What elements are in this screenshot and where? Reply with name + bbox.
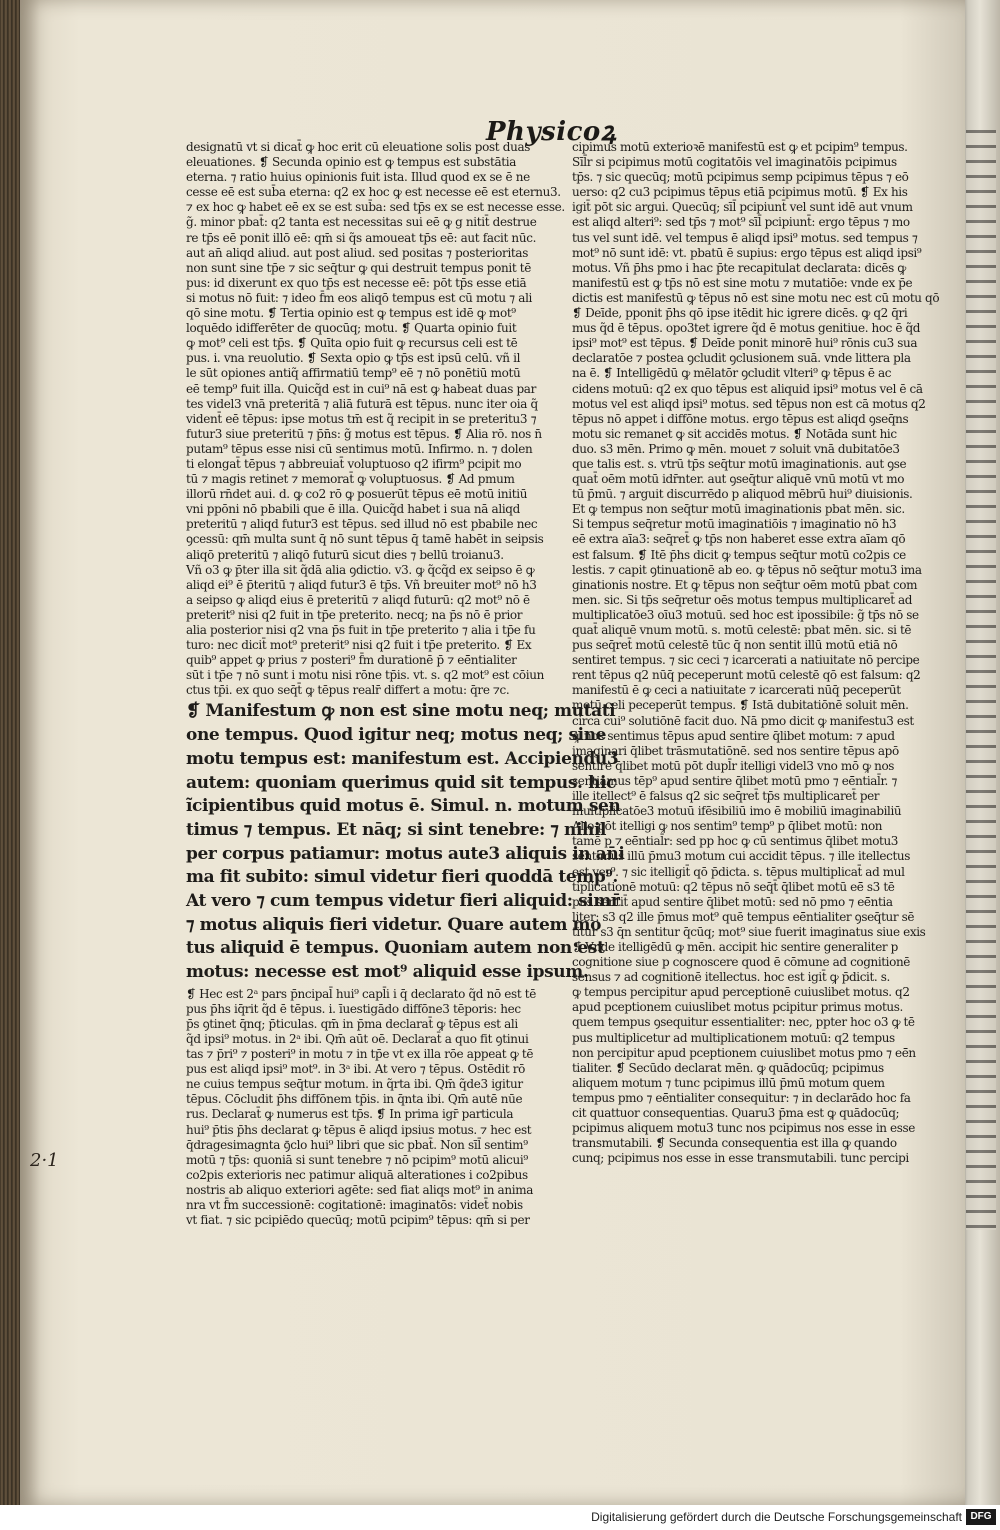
footer-credit: Digitalisierung gefördert durch die Deutsche Forschungsgemeinschaft (591, 1510, 962, 1524)
text-line: pus sentit̄ apud sentire q̄libet motū: sed nō pmo ⁊ eē̄ntia (572, 894, 893, 909)
text-line: alia posterior nisi q2 vna p̄s fuit in tp̄e preterito ⁊ alia i tp̄e fu (186, 623, 536, 637)
text-line: one tempus. Quod igitur neq; motus neq; sine (186, 725, 607, 746)
text-line: imaginari q̄libet trāsmutatiōnē. sed nos sentire tēpus apō (572, 743, 899, 758)
text-line: rent tēpus q2 nūq̄ peceperunt motū celestē qō est falsum: q2 (572, 668, 921, 683)
text-line: sentire q̄libet motū pōt dupl̄r itelligi videl3 vno mō ꝙ nos (572, 758, 895, 773)
text-line: liter: s3 q2 ille p̄mus mot⁹ quē tempus eē̄ntialiter ꝯseq̄tur sē (572, 909, 915, 924)
text-line: nostris ab aliquo exteriori agēte: sed fiat aliqs mot⁹ in anima (186, 1182, 534, 1197)
text-line: tus vel sunt idē. vel tempus ē aliqd ipsi⁹ motus. sed tempus ⁊ (572, 230, 918, 245)
text-line: non sunt sine tp̄e ⁊ sic seq̄tur ꝙ qui destruit tempus ponit tē (186, 260, 532, 275)
text-line: preteritū ⁊ aliqd futur3 est tēpus. sed illud nō est pbabile nec (186, 517, 538, 532)
text-line: qō sine motu. ❡ Tertia opinio est ꝙ tempus est idē ꝙ mot⁹ (186, 306, 516, 321)
text-line: ꝙ nos sentimus tēpus apud sentire q̄libet motum: ⁊ apud (572, 728, 895, 743)
text-line: q̄dragesimagnta ꝯ̄clo hui⁹ libri que sic pbat̄. Non sīl̄ sentim⁹ (186, 1137, 528, 1152)
text-line: aliquem motum ⁊ tunc pcipimus illū p̄mū motum quem (572, 1075, 885, 1090)
text-line: uerso: q2 cu3 pcipimus tēpus etiā pcipimus motū. ❡ Ex his (572, 185, 908, 200)
text-line: ⁊ ex hoc ꝙ habet eē ex se est sub̄a: sed tp̄s ex se est necesse esse. (186, 200, 565, 215)
text-line: aliqd ei⁹ ē p̄teritū ⁊ aliqd futur3 ē tp̄s. Vñ breuiter mot⁹ nō h3 (186, 577, 537, 592)
text-line: manifestū ē ꝙ ceci a natiuitate ⁊ icarcerati nūq̄ peceperūt (572, 683, 901, 698)
text-line: pus p̄hs iq̄rit q̃d ē tēpus. i. īuestigādo diffōne3 tēporis: hec (186, 1001, 521, 1016)
text-line: declaratōe ⁊ postea ꝯcludit ꝯclusionem suā. vnde littera pla (572, 351, 911, 366)
text-line: multiplicatōe3 oīu3 motuū. sed hoc est ipossibile: g̃ tp̄s nō se (572, 607, 919, 622)
text-line: tēpus. Cōcludit p̄hs diffōnem tp̄is. in q̄nta ibi. Qm̄ autē nūe (186, 1092, 523, 1107)
text-line: tū ⁊ magis retinet ⁊ memorat̄ ꝙ voluptuosus. ❡ Ad pmum (186, 472, 515, 487)
text-line: motū ⁊ tp̄s: quoniā si sunt tenebre ⁊ nō pcipim⁹ motū alicui⁹ (186, 1152, 528, 1167)
text-line: ❡ Hec est 2ᵃ pars p̄ncipal̄ hui⁹ capl̄i i q̄ declarato q̃d nō est tē (186, 986, 537, 1001)
text-line: autem: quoniam querimus quid sit tempus. hic (186, 772, 617, 793)
text-line: ꝙ mot⁹ celi est tp̄s. ❡ Quīta opio fuit ꝙ recursus celi est tē (186, 336, 518, 351)
text-line: tp̄s. ⁊ sic quecūq; motū pcipimus semp pcipimus tēpus ⁊ eō (572, 170, 909, 185)
text-line: circa cui⁹ solutiōnē facit duo. Nā pmo dicit ꝙ manifestu3 est (572, 713, 914, 728)
text-line: quem tempus ꝯsequitur essentialiter: nec, ppter hoc o3 ꝙ tē (572, 1015, 915, 1030)
text-line: men. sic. Si tp̄s seq̄retur oēs motus tempus multiplicaret̄ ad (572, 592, 913, 607)
text-line: hui⁹ p̄tis p̄hs declarat ꝙ tēpus ē aliqd ipsius motus. ⁊ hec est (186, 1122, 532, 1137)
text-line: putam⁹ tēpus esse nisi cū sentimus motū. Infirmo. n. ⁊ dolen (186, 441, 533, 456)
text-line: motu tempus est: manifestum est. Accipiendu3 (186, 748, 619, 769)
right-column (572, 140, 954, 1166)
text-line: eterna. ⁊ ratio huius opinionis fuit ista. Illud quod ex se ē ne (186, 170, 530, 185)
text-line: ille itellect⁹ ē falsus q2 sic seq̄ret̄ tp̄s multiplicaret̄ per (572, 789, 880, 804)
text-line: ❡ Deīde, pponit p̄hs qō ipse itēdit hic igrere dicēs. ꝙ q2 q̄ri (572, 306, 908, 321)
text-line: aut an̄ aliqd aliud. aut post aliud. sed positas ⁊ posterioritas (186, 245, 529, 260)
text-line: quib⁹ appet ꝙ prius ⁊ posteri⁹ f̄m durationē p̄ ⁊ eē̄ntialiter (186, 653, 517, 668)
text-line: duo. s3 mēn. Primo ꝙ mēn. mouet ⁊ soluit vnā dubitatōe3 (572, 441, 900, 456)
text-line: manifestū est ꝙ tp̄s nō est sine motu ⁊ mutatiōe: vnde ex p̄e (572, 275, 913, 290)
text-line: turo: nec dicit̄ mot⁹ preterit⁹ nisi q2 fuit i tp̄e preterito. ❡ Ex (186, 638, 532, 653)
text-line: lestis. ⁊ capit ꝯtinuationē ab eo. ꝙ tēpus nō seq̄tur motu3 ima (572, 562, 922, 577)
text-line: ctus tp̄i. ex quo seq̄t̄ ꝙ tēpus realr̄ differt a motu: q̄re ⁊c. (186, 683, 510, 698)
digitization-footer (0, 1505, 1000, 1530)
text-line: quat̄ aliquē vnum motū. s. motū celestē: pbat mēn. sic. si tē (572, 623, 912, 637)
text-line: co2pis exterioris nec patimur aliquā alterationes i co2pibus (186, 1167, 528, 1182)
text-line: ma fit subito: simul videtur fieri quoddā temp⁹. (186, 867, 618, 888)
text-line: pus est aliqd ipsi⁹ mot⁹. in 3ᵃ ibi. At vero ⁊ tēpus. Ostēdit rō (186, 1062, 526, 1077)
text-line: cesse eē est sub̄a eterna: q2 ex hoc ꝙ est necesse eē est eternu3. (186, 185, 561, 200)
dfg-logo: DFG (966, 1509, 996, 1525)
text-line: pus: id dixerunt ex quo tp̄s est necesse eē: pōt tp̄s esse etiā (186, 275, 527, 290)
text-line: pus multiplicetur ad multiplicationem motuū: q2 tempus (572, 1030, 895, 1045)
text-line: vident̄ eē tēpus: ipse motus tm̄ est q̃ recipit in se preteritu3 ⁊ (186, 411, 537, 426)
text-line: vni ppōni nō pbabili que ē illa. Quicq̃d habet i sua nā aliqd (186, 502, 520, 517)
margin-annotation: 2·1 (30, 1150, 59, 1171)
text-line: sentimus illū p̄mu3 motum cui accidit tēpus. ⁊ ille itellectus (572, 849, 910, 864)
text-line: g̃. minor pbat̄: q2 tanta est necessitas sui eē ꝙ g nitit̄ destrue (186, 215, 537, 230)
text-line: tus aliquid ē tempus. Quoniam autem non est (186, 938, 605, 959)
text-line: sūt i tp̄e ⁊ nō sunt i motu nisi rōne tp̄is. vt. s. q2 mot⁹ est cōiun (186, 668, 545, 683)
text-line: designatū vt si dicat̄ ꝙ hoc erit cū eleuatione solis post duas (186, 140, 531, 154)
text-line: tempus pmo ⁊ eē̄ntialiter consequitur: ⁊ in declarādo hoc fa (572, 1090, 911, 1105)
text-line: non percipitur apud pceptionem cuiuslibet motus pmo ⁊ eē̄n (572, 1045, 916, 1060)
text-line: futur3 siue preteritū ⁊ p̄n̄s: g̃ motus est tēpus. ❡ Alia rō. nos n̄ (186, 426, 542, 441)
text-line: tialiter. ❡ Secūdo declarat mēn. ꝙ quādocūq; pcipimus (572, 1060, 884, 1075)
text-line: eleuationes. ❡ Secunda opinio est ꝙ tempus est substātia (186, 155, 517, 170)
text-line: ne cuius tempus seq̄tur motum. in q̃rta ibi. Qm̄ q̃de3 igitur (186, 1077, 523, 1092)
text-line: Vñ o3 ꝙ p̄ter illa sit q̃dā alia ꝯdictio. v3. ꝙ q̃cq̃d ex seipso ē ꝙ (186, 562, 535, 577)
next-page-edge (966, 130, 996, 1230)
text-line: Si tempus seq̄retur motū imaginatiōis ⁊ imaginatio nō h3 (572, 517, 897, 532)
text-line: est ver⁹. ⁊ sic itelligit̄ qō p̄dicta. s. tēpus multiplicat̄ ad mul (572, 864, 905, 879)
text-line: eē temp⁹ fuit illa. Quicq̃d est in cui⁹ nā est ꝙ habeat duas par (186, 381, 536, 396)
text-line: preterit⁹ nisi q2 fuit in tp̄e preterito. necq; na p̄s nō ē prior (186, 607, 523, 622)
text-line: que talis est. s. vtrū tp̄s seq̄tur motū imaginationis. aut ꝯse (572, 456, 907, 471)
text-line: multiplicatōe3 motuū ifēsibiliū imo ē mobiliū imaginabiliū (572, 804, 902, 819)
text-line: sentiamus tēp⁹ apud sentire q̄libet motū pmo ⁊ eē̄ntial̄r. ⁊ (572, 773, 897, 788)
text-line: ĩcipientibus quid motus ē. Simul. n. motum sen (186, 796, 621, 817)
text-line: illorū rn̄det aui. d. ꝙ co2 rō ꝙ posuerūt tēpus eē motū initiū (186, 487, 528, 502)
text-line: sensus ⁊ ad cognitionē itellectus. hoc est igit̄ ꝙ p̄dicit. s. (572, 970, 890, 985)
text-line: ipsi⁹ mot⁹ est tēpus. ❡ Deīde ponit minorē hui⁹ rōnis cu3 sua (572, 336, 918, 351)
text-line: Sīl̄r si pcipimus motū cogitatōis vel imaginatōis pcipimus (572, 155, 897, 170)
text-line: p̄s ꝯtinet q̄nq; p̄ticulas. qm̄ in p̄ma declarat̄ ꝙ tēpus est ali (186, 1016, 518, 1031)
text-line: ꝯcessū: qm̄ multa sunt q̄ nō sunt tēpus q̄ tamē habēt in seipsis (186, 532, 544, 547)
text-line: transmutabili. ❡ Secunda consequentia est illa ꝙ quando (572, 1136, 897, 1151)
text-line: cit quattuor consequentias. Quaru3 p̄ma est ꝙ quādocūq; (572, 1106, 900, 1120)
text-line: ⁊ motus aliquis fieri videtur. Quare autem mo (186, 914, 602, 935)
text-line: motus vel est aliqd ipsi⁹ motus. sed tēpus non est cā motus q2 (572, 396, 926, 411)
text-line: cidens motuū: q2 ex quo tēpus est aliquid ipsi⁹ motus vel ē cā (572, 381, 923, 396)
text-line: vt fiat. ⁊ sic pcipiēdo quecūq; motū pcipim⁹ tēpus: qm̄ si per (186, 1213, 530, 1228)
text-line: ❡ Manifestum ꝙ non est sine motu neq; mutati (186, 701, 616, 722)
text-line: At vero ⁊ cum tempus videtur fieri aliquid: simr̄ (186, 890, 620, 911)
text-line: mot⁹ nō sunt idē: vt. pbatū ē supius: ergo tēpus est aliqd ipsi⁹ (572, 245, 922, 260)
text-line: motu sic remanet ꝙ sit accidēs motus. ❡ Notāda sunt hic (572, 426, 897, 441)
text-line: est aliqd alteri⁹: sed tp̄s ⁊ mot⁹ sīl̄ pcipiunt̄: ergo tēpus ⁊ mo (572, 215, 910, 230)
text-line: sentiret tempus. ⁊ sic ceci ⁊ icarcerati a natiuitate nō percipe (572, 653, 920, 668)
text-line: ti elongat̄ tēpus ⁊ abbreuiat̄ voluptuoso q2 ifirm⁹ pcipit mo (186, 456, 522, 471)
text-line: est falsum. ❡ Itē p̄hs dicit ꝙ tempus seq̄tur motū co2pis ce (572, 547, 906, 562)
text-line: pcipimus aliquem motu3 tunc nos pcipimus nos esse in esse (572, 1121, 915, 1136)
text-line: nra vt f̄m successionē: cogitationē: imaginatōs: videt̄ nobis (186, 1198, 523, 1213)
text-line: dictis est manifestū ꝙ tēpus nō est sine motu nec est cū motu qō (572, 290, 940, 305)
text-line: mus q̃d ē tēpus. opo3tet igrere q̃d ē motus genitiue. hoc ē q̃d (572, 321, 921, 336)
text-line: cipimus motū exterioꝛē manifestū est ꝙ et pcipim⁹ tempus. (572, 140, 908, 154)
text-line: a seipso ꝙ aliqd eius ē preteritū ⁊ aliqd futurū: q2 mot⁹ nō ē (186, 592, 530, 607)
commentary-block-top (186, 140, 565, 698)
text-line: cognitione siue p cognoscere quod ē cōmune ad cognitionē (572, 955, 910, 970)
text-line: tamē p ⁊ eē̄ntial̄r: sed pp hoc ꝙ cū sentimus q̄libet motu3 (572, 834, 899, 849)
text-line: cunq; pcipimus nos esse in esse transmutabili. tunc percipi (572, 1151, 909, 1166)
text-line: igit̄ pōt sic argui. Quecūq; sīl̄ pcipiunt̄ vel sunt idē aut vnum (572, 200, 913, 215)
text-line: q̃d ipsi⁹ motus. in 2ᵃ ibi. Qm̄ aūt oē. Declarat̄ a quo fit ꝯtinui (186, 1032, 529, 1046)
text-line: timus ⁊ tempus. Et nāq; si sint tenebre: ⁊ nihil (186, 819, 607, 840)
text-line: si motus nō fuit: ⁊ ideo f̄m eos aliqō tempus est cū motu ⁊ ali (186, 290, 533, 305)
text-line: pus seq̄ret̄ motū celestē tūc q̄ non sentit illū motū etiā nō (572, 638, 898, 653)
text-line: per corpus patiamur: motus aute3 aliquis in an̄i (186, 843, 625, 864)
text-line: Et ꝙ tempus non seq̄tur motū imaginationis pbat mēn. sic. (572, 502, 905, 517)
text-line: loquēdo idifferēter de quocūq; motu. ❡ Quarta opinio fuit (186, 321, 517, 336)
commentary-block-bottom (186, 987, 556, 1229)
text-line: ginationis nostre. Et ꝙ tēpus non seq̄tur oēm motū pbat com (572, 577, 918, 592)
text-line: motū celi peceperūt tempus. ❡ Istā dubitatiōnē soluit mēn. (572, 698, 909, 713)
text-line: Alio pōt itelligi ꝙ nos sentim⁹ temp⁹ p q̄libet motū: non (572, 819, 883, 834)
text-line: le sūt opiones antiq̃ affirmatiū temp⁹ eē ⁊ nō ponētiū motū (186, 366, 521, 381)
text-line: quat̄ oēm motū idr̄nter. aut ꝯseq̄tur aliquē vnū motū vt mo (572, 472, 905, 487)
text-line: ❡ Vnde itelligēdū ꝙ mēn. accipit hic sentire generaliter p (572, 939, 898, 954)
running-header: Physicoꝝ (486, 117, 617, 147)
text-line: na ē. ❡ Intelligēdū ꝙ mēlatōr ꝯcludit vlteri⁹ ꝙ tēpus ē ac (572, 366, 892, 381)
text-line: titur s3 q̄n sentitur q̄cūq; mot⁹ siue fuerit imaginatus siue exis (572, 924, 926, 939)
text-line: pus. i. vna reuolutio. ❡ Sexta opio ꝙ tp̄s est ipsū celū. vñ il (186, 351, 521, 366)
text-line: ꝙ tempus percipitur apud perceptionē cuiuslibet motus. q2 (572, 985, 910, 1000)
left-column (186, 140, 625, 1228)
text-line: motus: necesse est mot⁹ aliquid esse ipsum. (186, 962, 589, 983)
text-line: eē extra aīa3: seq̄ret̄ ꝙ tp̄s non haberet esse extra aīam qō (572, 532, 906, 547)
text-line: tiplicationē motuū: q2 tēpus nō seq̄t̄ q̄libet motū eē̄ s3 tē (572, 879, 895, 894)
text-line: tas ⁊ p̄ri⁹ ⁊ posteri⁹ in motu ⁊ in tp̄e vt ex illa rōe appeat ꝙ tē (186, 1047, 534, 1062)
text-line: re tp̄s eē ponit illō eē: qm̄ si q̃s amoueat tp̄s eē: aut facit nūc. (186, 230, 537, 245)
text-line: apud pceptionem cuiuslibet motus pcipitur primus motus. (572, 1000, 903, 1015)
text-line: tes videl3 vnā preteritā ⁊ aliā futurā est tēpus. nunc iter oia q̃ (186, 396, 538, 411)
text-line: tū p̄mū. ⁊ arguit discurrēdo p aliquod mēbrū hui⁹ diuisionis. (572, 487, 913, 502)
aristotle-text-block (186, 700, 625, 984)
text-line: motus. Vñ p̄hs pmo i hac p̄te recapitulat declarata: dicēs ꝙ (572, 260, 906, 275)
text-line: rus. Declarat̄ ꝙ numerus est tp̄s. ❡ In prima igr̄ particula (186, 1107, 514, 1122)
text-line: aliqō preteritū ⁊ aliqō futurū sicut dies ⁊ bellū troianu3. (186, 547, 504, 562)
text-line: tēpus nō appet i diffōne motus. ergo tēpus est aliqd ꝯseq̄ns (572, 411, 909, 426)
